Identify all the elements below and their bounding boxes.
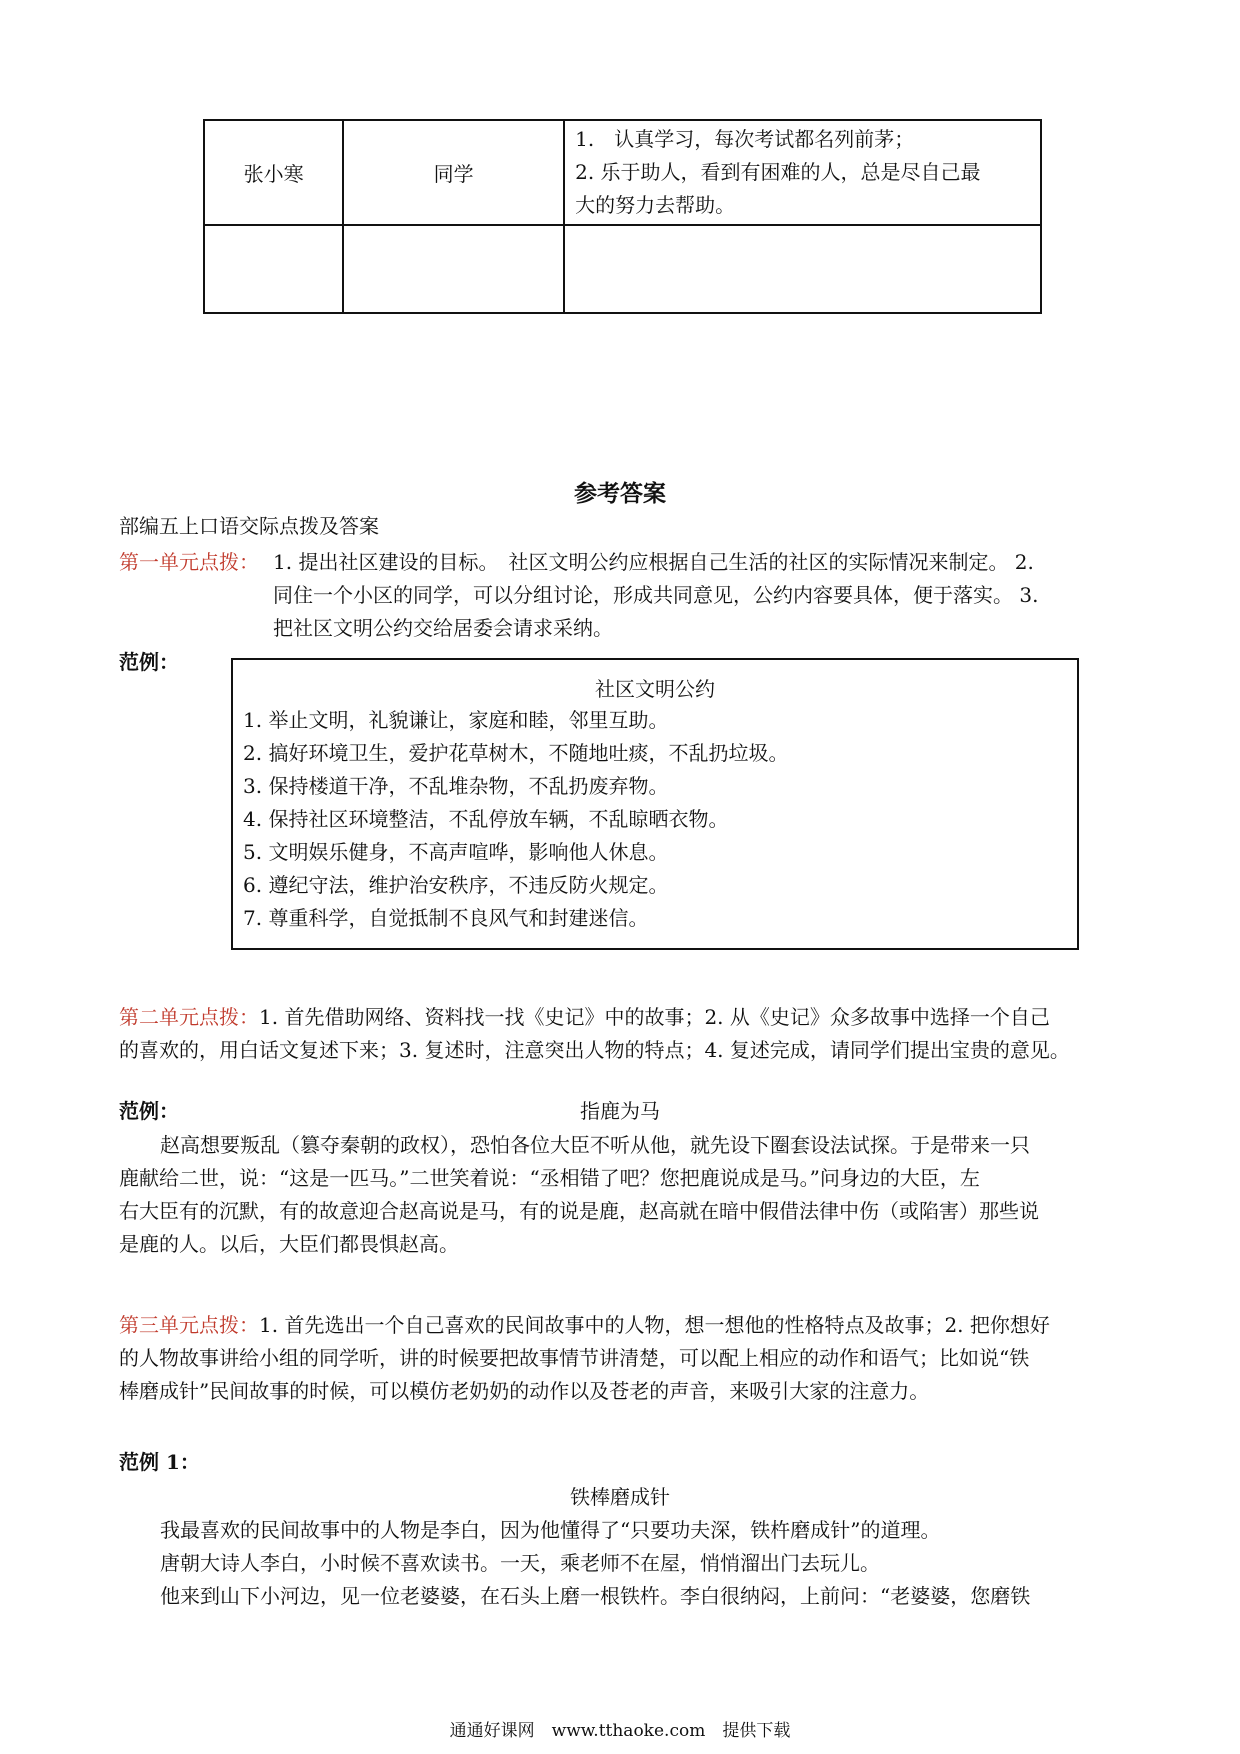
story-line: 他来到山下小河边，见一位老婆婆，在石头上磨一根铁杵。李白很纳闷，上前问：“老婆婆，您磨铁 — [160, 1584, 1031, 1608]
convention-item: 4. 保持社区环境整洁，不乱停放车辆，不乱晾晒衣物。 — [243, 807, 729, 831]
details-cell — [564, 225, 1041, 313]
unit3-label: 第三单元点拨： — [119, 1313, 259, 1337]
details-line: 1. 认真学习，每次考试都名列前茅； — [575, 127, 915, 151]
story-line: 唐朝大诗人李白，小时候不喜欢读书。一天，乘老师不在屋，悄悄溜出门去玩儿。 — [160, 1551, 880, 1575]
unit3-paragraph — [119, 1309, 1050, 1341]
story-line: 鹿献给二世，说：“这是一匹马。”二世笑着说：“丞相错了吧？您把鹿说成是马。”问身边的大臣，左 — [119, 1166, 980, 1190]
unit2-paragraph — [119, 1001, 1050, 1033]
unit3-line: 1. 首先选出一个自己喜欢的民间故事中的人物，想一想他的性格特点及故事；2. 把你想好 — [259, 1313, 1050, 1337]
unit2-line: 1. 首先借助网络、资料找一找《史记》中的故事；2. 从《史记》众多故事中选择一个自己 — [259, 1005, 1050, 1029]
story-title: 铁棒磨成针 — [570, 1485, 670, 1509]
convention-item: 7. 尊重科学，自觉抵制不良风气和封建迷信。 — [243, 906, 649, 930]
unit1-line: 1. 提出社区建设的目标。 社区文明公约应根据自己生活的社区的实际情况来制定。 2. — [273, 550, 1034, 574]
answers-subtitle: 部编五上口语交际点拨及答案 — [119, 514, 379, 538]
name-cell: 张小寒 — [204, 120, 343, 225]
convention-item: 1. 举止文明，礼貌谦让，家庭和睦，邻里互助。 — [243, 708, 669, 732]
unit3-line: 棒磨成针”民间故事的时候，可以模仿老奶奶的动作以及苍老的声音，来吸引大家的注意力。 — [119, 1379, 930, 1403]
page-footer: 通通好课网 www.tthaoke.com 提供下载 — [449, 1721, 791, 1741]
convention-item: 3. 保持楼道干净，不乱堆杂物，不乱扔废弃物。 — [243, 774, 669, 798]
convention-item: 5. 文明娱乐健身，不高声喧哗，影响他人休息。 — [243, 840, 669, 864]
table-row — [204, 120, 1041, 225]
convention-item: 2. 搞好环境卫生，爱护花草树木，不随地吐痰，不乱扔垃圾。 — [243, 741, 789, 765]
table-row — [204, 225, 1041, 313]
details-line: 2. 乐于助人，看到有困难的人，总是尽自己最 — [575, 160, 981, 184]
details-cell — [564, 120, 1041, 225]
relation-cell — [343, 225, 564, 313]
unit1-line: 同住一个小区的同学，可以分组讨论，形成共同意见，公约内容要具体，便于落实。 3. — [273, 583, 1039, 607]
name-cell — [204, 225, 343, 313]
example-label: 范例： — [119, 1099, 179, 1123]
example-label: 范例 1： — [119, 1450, 200, 1474]
example-label: 范例： — [119, 650, 179, 674]
unit1-label: 第一单元点拨： — [119, 550, 259, 574]
unit2-label: 第二单元点拨： — [119, 1005, 259, 1029]
story-line: 是鹿的人。以后，大臣们都畏惧赵高。 — [119, 1232, 459, 1256]
answers-heading: 参考答案 — [574, 480, 666, 507]
info-table — [203, 119, 1042, 314]
story-title: 指鹿为马 — [580, 1099, 660, 1123]
story-line: 我最喜欢的民间故事中的人物是李白，因为他懂得了“只要功夫深，铁杵磨成针”的道理。 — [160, 1518, 941, 1542]
convention-item: 6. 遵纪守法，维护治安秩序，不违反防火规定。 — [243, 873, 669, 897]
unit2-line: 的喜欢的，用白话文复述下来；3. 复述时，注意突出人物的特点；4. 复述完成，请同学们提出宝贵的意见。 — [119, 1038, 1070, 1062]
convention-box — [231, 658, 1079, 950]
convention-title: 社区文明公约 — [595, 677, 715, 701]
unit3-line: 的人物故事讲给小组的同学听，讲的时候要把故事情节讲清楚，可以配上相应的动作和语气；比如说“铁 — [119, 1346, 1030, 1370]
relation-cell: 同学 — [343, 120, 564, 225]
story-line: 右大臣有的沉默，有的故意迎合赵高说是马，有的说是鹿，赵高就在暗中假借法律中伤（或陷害）那些说 — [119, 1199, 1039, 1223]
details-line: 大的努力去帮助。 — [575, 193, 736, 217]
unit1-line: 把社区文明公约交给居委会请求采纳。 — [273, 616, 613, 640]
story-line: 赵高想要叛乱（篡夺秦朝的政权），恐怕各位大臣不听从他，就先设下圈套设法试探。于是带来一只 — [160, 1133, 1030, 1157]
